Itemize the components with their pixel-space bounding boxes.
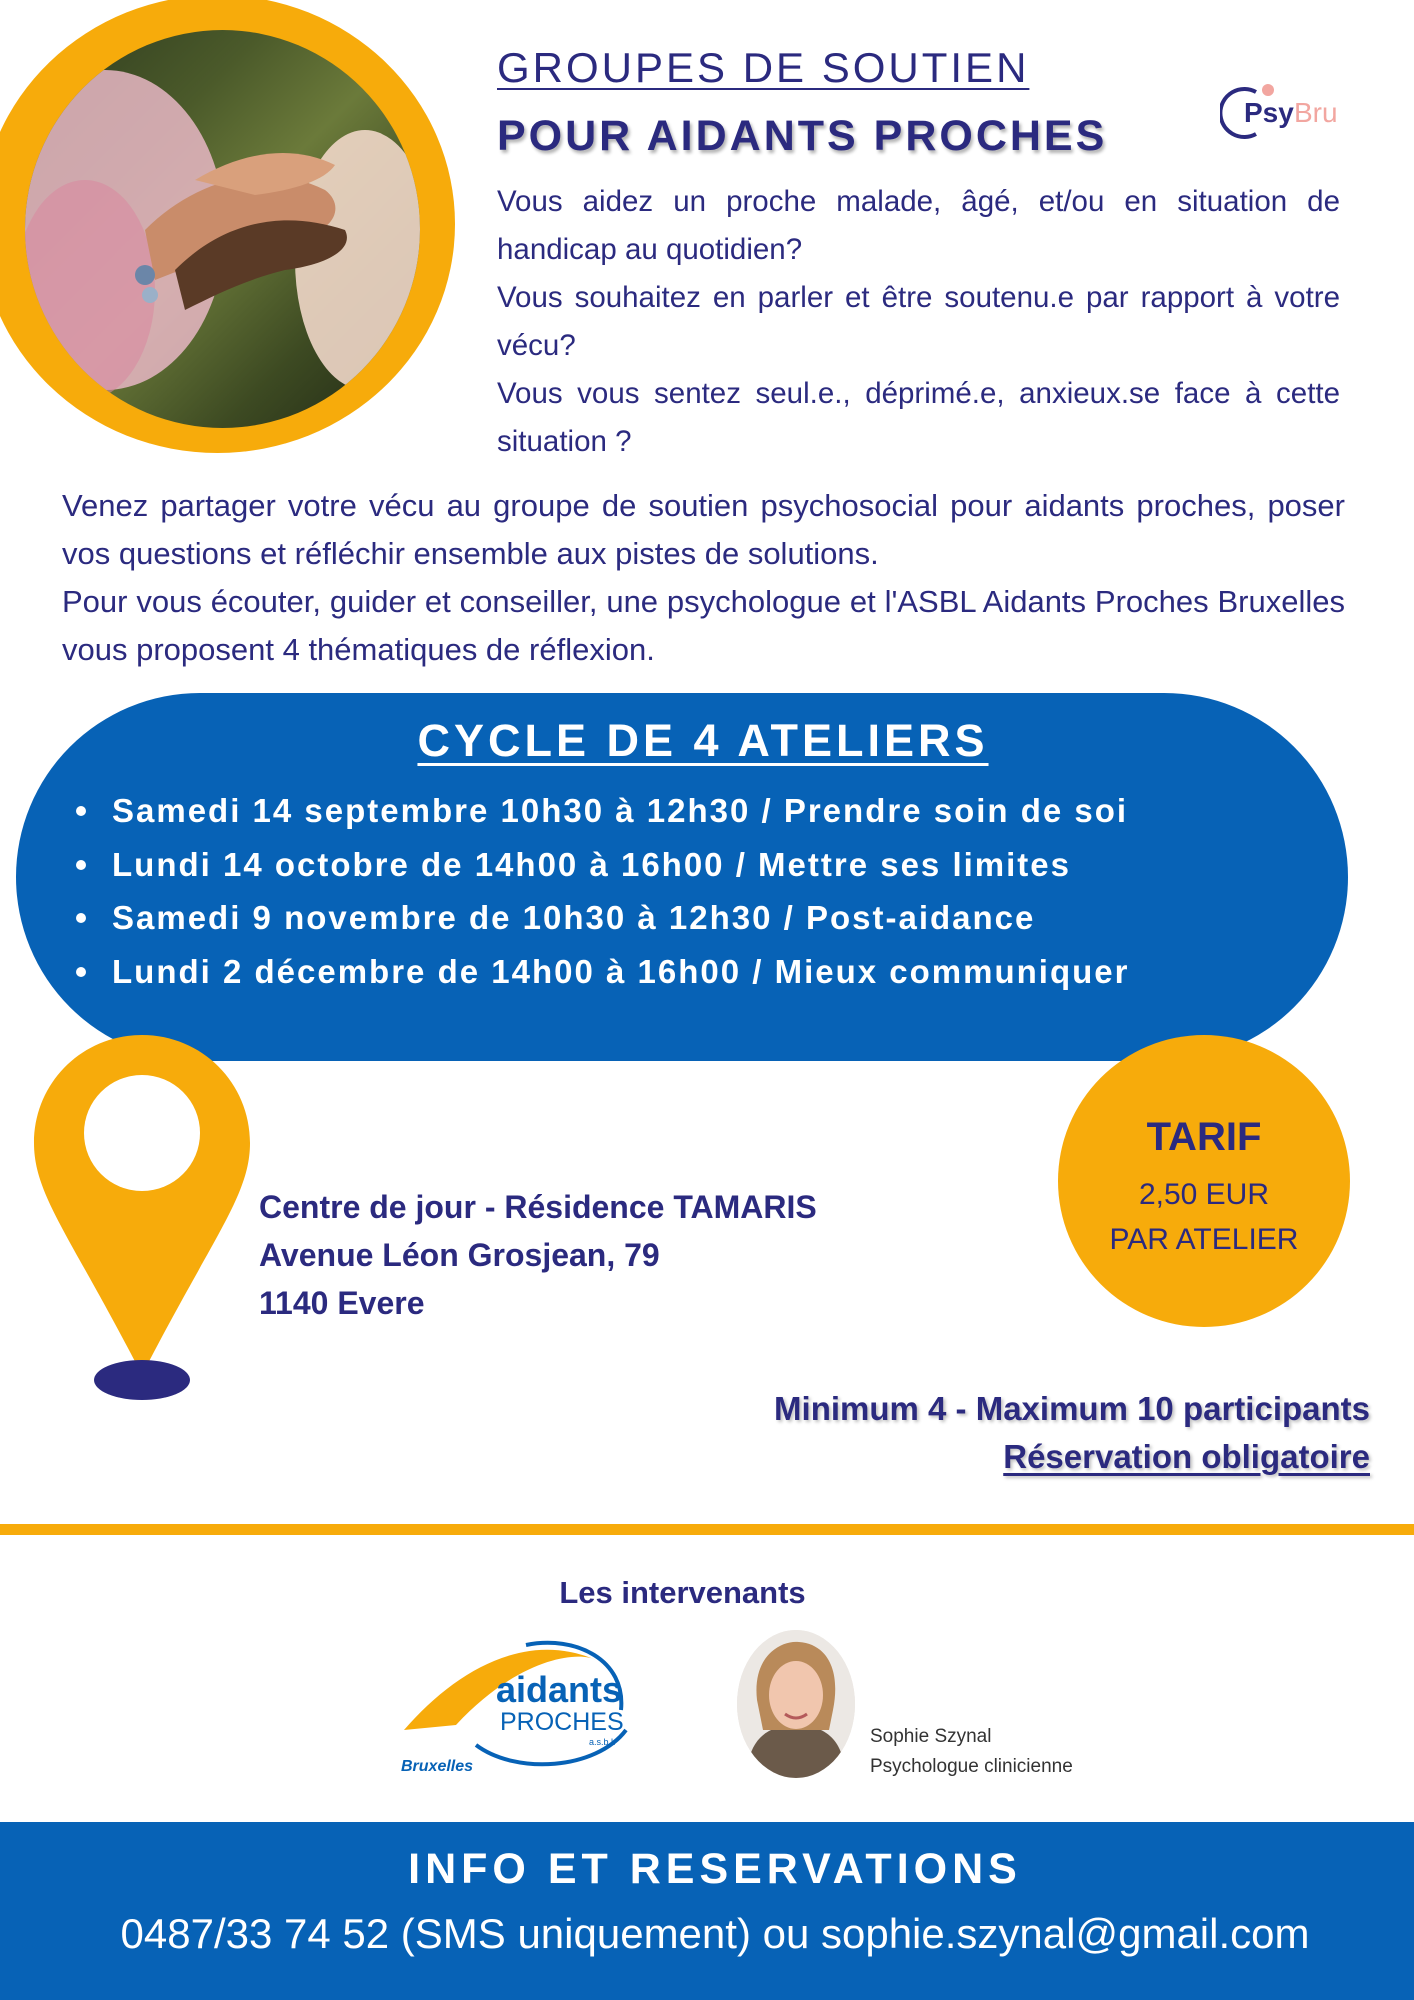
main-description — [62, 482, 1345, 674]
speaker-name: Sophie Szynal — [870, 1726, 992, 1747]
hands-photo — [25, 30, 420, 428]
tarif-price — [1058, 1172, 1350, 1262]
title-line-2: POUR AIDANTS PROCHES — [497, 112, 1108, 160]
speakers-title: Les intervenants — [559, 1575, 806, 1610]
location-pin-icon — [30, 1035, 255, 1405]
intro-question: Vous vous sentez seul.e., déprimé.e, anxieux.se face à cette situation ? — [497, 377, 1340, 458]
logo-word-asbl: a.s.b.l. — [589, 1737, 616, 1747]
intro-question: Vous aidez un proche malade, âgé, et/ou en situation de handicap au quotidien? — [497, 185, 1340, 266]
logo-word-proches: PROCHES — [500, 1708, 624, 1736]
speaker-role: Psychologue clinicienne — [870, 1756, 1073, 1777]
intro-question: Vous souhaitez en parler et être soutenu.e par rapport à votre vécu? — [497, 281, 1340, 362]
tarif-amount: 2,50 EUR — [1138, 1178, 1270, 1211]
session-item: Samedi 14 septembre 10h30 à 12h30 / Prendre soin de soi — [72, 784, 1129, 838]
aidants-proches-logo-icon — [396, 1630, 636, 1780]
footer-title: INFO ET RESERVATIONS — [408, 1845, 1022, 1893]
address-line: Avenue Léon Grosjean, 79 — [259, 1237, 660, 1273]
session-item: Lundi 2 décembre de 14h00 à 16h00 / Mieux communiquer — [72, 945, 1129, 999]
venue-address — [259, 1183, 817, 1327]
reservation-required: Réservation obligatoire — [1003, 1438, 1370, 1475]
capacity-info — [600, 1385, 1370, 1481]
logo-word-aidants: aidants — [496, 1669, 623, 1710]
cycle-title: CYCLE DE 4 ATELIERS — [417, 715, 989, 766]
session-list — [72, 784, 1129, 998]
session-item: Samedi 9 novembre de 10h30 à 12h30 / Post-aidance — [72, 891, 1129, 945]
address-line: 1140 Evere — [259, 1285, 425, 1321]
tarif-unit: PAR ATELIER — [1109, 1223, 1299, 1256]
footer-contact: 0487/33 74 52 (SMS uniquement) ou sophie.szynal@gmail.com — [120, 1910, 1310, 1957]
tarif-title: TARIF — [1146, 1115, 1262, 1159]
participants-range: Minimum 4 - Maximum 10 participants — [774, 1390, 1370, 1427]
main-paragraph: Venez partager votre vécu au groupe de soutien psychosocial pour aidants proches, poser vos questions et réfléchir ensemble aux pistes de solutions. — [62, 488, 1345, 571]
psybru-logo-text-bru: Bru — [1294, 97, 1338, 128]
logo-word-bruxelles: Bruxelles — [401, 1758, 474, 1775]
sophie-portrait — [737, 1630, 855, 1778]
title-line-1: GROUPES DE SOUTIEN — [497, 44, 1030, 91]
speaker-info — [870, 1722, 1073, 1782]
section-divider — [0, 1524, 1414, 1535]
main-paragraph: Pour vous écouter, guider et conseiller, une psychologue et l'ASBL Aidants Proches Bruxelles vous proposent 4 thématiques de réflexion. — [62, 584, 1345, 667]
psybru-logo-text-psy: Psy — [1244, 97, 1294, 128]
session-item: Lundi 14 octobre de 14h00 à 16h00 / Mettre ses limites — [72, 838, 1129, 892]
address-line: Centre de jour - Résidence TAMARIS — [259, 1189, 817, 1225]
intro-questions — [497, 178, 1340, 466]
